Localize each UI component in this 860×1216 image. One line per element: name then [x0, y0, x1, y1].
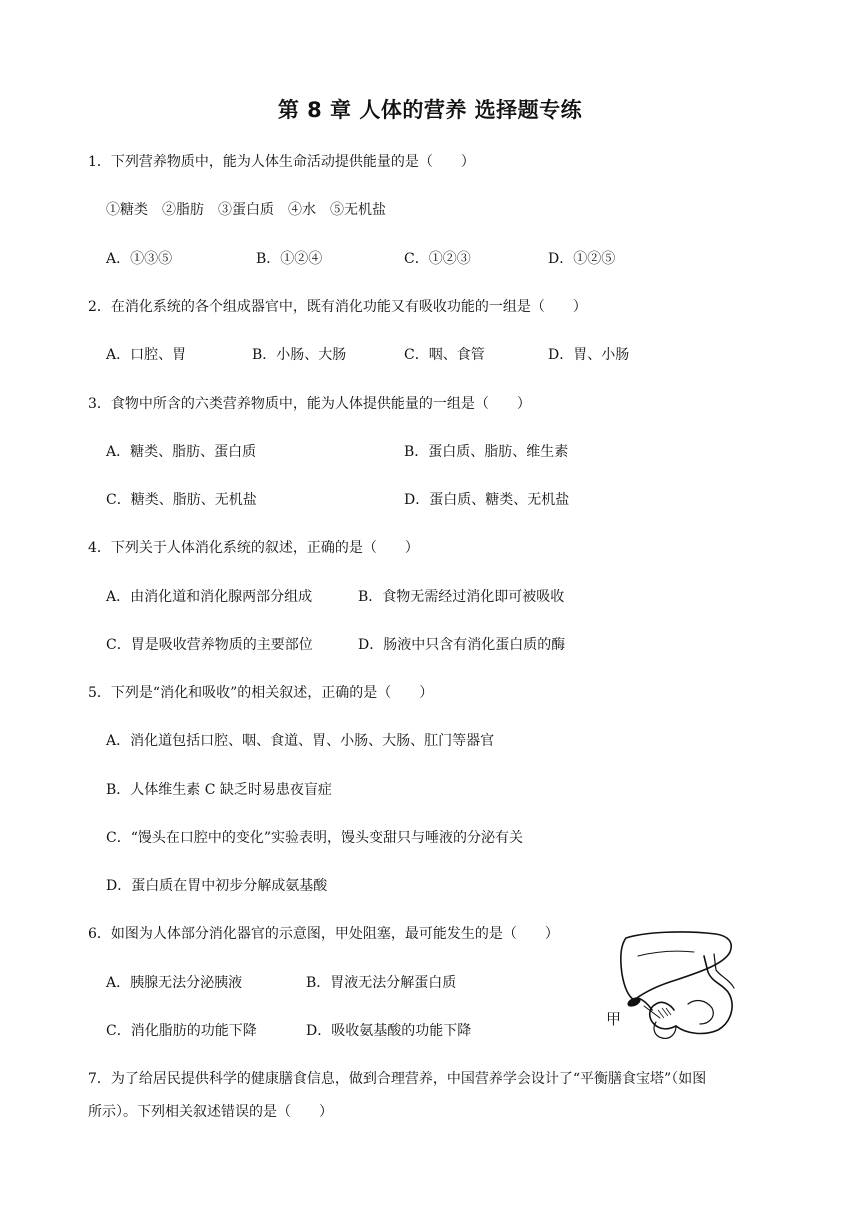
question-3-option-d: D．蛋白质、糖类、无机盐 [404, 492, 570, 508]
question-1-option-c: C．①②③ [404, 251, 471, 267]
question-6-option-a: A．胰腺无法分泌胰液 [106, 975, 243, 991]
figure-label-jia: 甲 [606, 1010, 622, 1028]
question-2-stem: 2．在消化系统的各个组成器官中，既有消化功能又有吸收功能的一组是（ ） [88, 299, 587, 315]
question-1-items: ①糖类 ②脂肪 ③蛋白质 ④水 ⑤无机盐 [106, 202, 386, 218]
question-4-option-d: D．肠液中只含有消化蛋白质的酶 [358, 637, 566, 653]
question-4-option-a: A．由消化道和消化腺两部分组成 [106, 589, 313, 605]
question-1-option-a: A．①③⑤ [106, 251, 173, 267]
question-4-option-c: C．胃是吸收营养物质的主要部位 [106, 637, 313, 653]
question-5-option-d: D．蛋白质在胃中初步分解成氨基酸 [106, 878, 328, 894]
question-2-option-b: B．小肠、大肠 [252, 347, 347, 363]
question-1-option-b: B．①②④ [256, 251, 323, 267]
question-3-option-a: A．糖类、脂肪、蛋白质 [106, 444, 257, 460]
question-7-stem-line-2: 所示）。下列相关叙述错误的是（ ） [88, 1104, 333, 1120]
question-4-option-b: B．食物无需经过消化即可被吸收 [358, 589, 565, 605]
question-3-stem: 3．食物中所含的六类营养物质中，能为人体提供能量的一组是（ ） [88, 396, 531, 412]
page-title: 第 8 章 人体的营养 选择题专练 [277, 98, 583, 122]
question-5-stem: 5．下列是“消化和吸收”的相关叙述，正确的是（ ） [88, 685, 434, 701]
question-5-option-b: B．人体维生素 C 缺乏时易患夜盲症 [106, 782, 332, 798]
question-6-option-d: D．吸收氨基酸的功能下降 [306, 1023, 472, 1039]
question-7-stem-line-1: 7．为了给居民提供科学的健康膳食信息，做到合理营养，中国营养学会设计了“平衡膳食宝塔”（如图 [88, 1071, 707, 1087]
question-2-option-a: A．口腔、胃 [106, 347, 187, 363]
question-2-option-d: D．胃、小肠 [548, 347, 630, 363]
question-6-stem: 6．如图为人体部分消化器官的示意图，甲处阻塞，最可能发生的是（ ） [88, 926, 559, 942]
question-6-option-c: C．消化脂肪的功能下降 [106, 1023, 257, 1039]
question-1-option-d: D．①②⑤ [548, 251, 616, 267]
question-2-option-c: C．咽、食管 [404, 347, 485, 363]
question-1-stem: 1．下列营养物质中，能为人体生命活动提供能量的是（ ） [88, 154, 475, 170]
question-5-option-c: C．“馒头在口腔中的变化”实验表明，馒头变甜只与唾液的分泌有关 [106, 830, 524, 846]
question-3-option-c: C．糖类、脂肪、无机盐 [106, 492, 257, 508]
question-3-option-b: B．蛋白质、脂肪、维生素 [404, 444, 569, 460]
digestive-organs-figure [604, 926, 740, 1042]
question-4-stem: 4．下列关于人体消化系统的叙述，正确的是（ ） [88, 540, 419, 556]
question-5-option-a: A．消化道包括口腔、咽、食道、胃、小肠、大肠、肛门等器官 [106, 733, 495, 749]
question-6-option-b: B．胃液无法分解蛋白质 [306, 975, 457, 991]
